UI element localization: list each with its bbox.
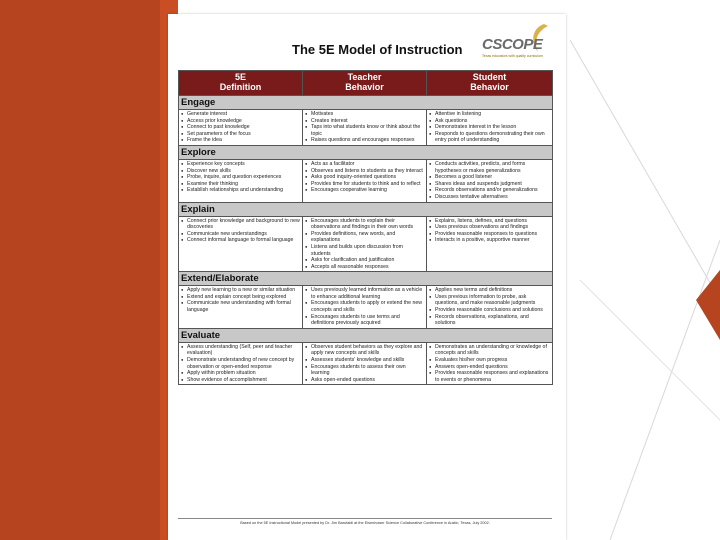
teacher-list — [305, 111, 424, 144]
left-accent-band — [0, 0, 168, 540]
header-definition-text: 5E Definition — [219, 72, 262, 92]
list-item: ● Encourages students to apply or extend the new concepts and skills — [311, 300, 424, 313]
list-item: ● Evaluates his/her own progress — [435, 357, 550, 364]
definition-list — [181, 111, 300, 144]
list-item: ● Show evidence of accomplishment — [187, 377, 300, 384]
list-item: ● Observes and listens to students as they interact — [311, 168, 424, 175]
list-item: ● Encourages students to explain their observations and findings in their own words — [311, 218, 424, 231]
table-body — [179, 96, 553, 385]
list-item: ● Apply new learning to a new or similar situation — [187, 287, 300, 294]
list-item: ● Demonstrate understanding of new concept by observation or open-ended response — [187, 357, 300, 370]
teacher-cell — [303, 216, 427, 272]
list-item: ● Connect informal language to formal language — [187, 237, 300, 244]
teacher-cell — [303, 110, 427, 146]
list-item: ● Assesses students' knowledge and skills — [311, 357, 424, 364]
list-item: ● Raises questions and encourages responses — [311, 137, 424, 144]
phase-content-row — [179, 216, 553, 272]
list-item: ● Connect to past knowledge — [187, 124, 300, 131]
student-list — [429, 287, 550, 327]
list-item: ● Connect prior knowledge and background to new discoveries — [187, 218, 300, 231]
list-item: ● Uses previous information to probe, ask questions, and make reasonable judgments — [435, 294, 550, 307]
list-item: ● Shares ideas and suspends judgment — [435, 181, 550, 188]
teacher-list — [305, 287, 424, 327]
list-item: ● Probe, inquire, and question experiences — [187, 174, 300, 181]
list-item: ● Answers open-ended questions — [435, 364, 550, 371]
student-list — [429, 218, 550, 244]
list-item: ● Provides time for students to think and to reflect — [311, 181, 424, 188]
definition-cell — [179, 286, 303, 329]
list-item: ● Provides reasonable responses to questions — [435, 231, 550, 238]
student-cell — [427, 159, 553, 202]
list-item: ● Extend and explain concept being explored — [187, 294, 300, 301]
list-item: ● Communicate new understanding with formal language — [187, 300, 300, 313]
list-item: ● Becomes a good listener — [435, 174, 550, 181]
phase-row — [179, 202, 553, 216]
header-student-text: Student Behavior — [470, 72, 509, 92]
list-item: ● Demonstrates interest in the lesson — [435, 124, 550, 131]
list-item: ● Frame the idea — [187, 137, 300, 144]
list-item: ● Set parameters of the focus — [187, 131, 300, 138]
list-item: ● Interacts in a positive, supportive manner — [435, 237, 550, 244]
header-student — [427, 71, 553, 96]
definition-cell — [179, 110, 303, 146]
list-item: ● Apply within problem situation — [187, 370, 300, 377]
phase-title: Evaluate — [179, 328, 553, 342]
list-item: ● Conducts activities, predicts, and forms hypotheses or makes generalizations — [435, 161, 550, 174]
definition-list — [181, 218, 300, 244]
list-item: ● Communicate new understandings — [187, 231, 300, 238]
student-cell — [427, 286, 553, 329]
header-teacher-text: Teacher Behavior — [345, 72, 384, 92]
five-e-table — [178, 70, 553, 385]
list-item: ● Asks open-ended questions — [311, 377, 424, 384]
list-item: ● Experience key concepts — [187, 161, 300, 168]
phase-title: Explain — [179, 202, 553, 216]
phase-title: Extend/Elaborate — [179, 272, 553, 286]
list-item: ● Uses previously learned information as a vehicle to enhance additional learning — [311, 287, 424, 300]
list-item: ● Motivates — [311, 111, 424, 118]
phase-title: Explore — [179, 145, 553, 159]
list-item: ● Discover new skills — [187, 168, 300, 175]
student-list — [429, 161, 550, 201]
footer-divider — [178, 518, 552, 519]
definition-cell — [179, 216, 303, 272]
list-item: ● Encourages students to use terms and definitions previously acquired — [311, 314, 424, 327]
teacher-list — [305, 218, 424, 271]
list-item: ● Responds to questions demonstrating their own entry point of understanding — [435, 131, 550, 144]
list-item: ● Provides reasonable conclusions and solutions — [435, 307, 550, 314]
teacher-cell — [303, 286, 427, 329]
phase-content-row — [179, 110, 553, 146]
list-item: ● Asks for clarification and justification — [311, 257, 424, 264]
list-item: ● Encourages cooperative learning — [311, 187, 424, 194]
list-item: ● Asks good inquiry-oriented questions — [311, 174, 424, 181]
header-definition — [179, 71, 303, 96]
list-item: ● Observes student behaviors as they explore and apply new concepts and skills — [311, 344, 424, 357]
list-item: ● Explains, listens, defines, and questions — [435, 218, 550, 225]
definition-list — [181, 344, 300, 384]
list-item: ● Taps into what students know or think about the topic — [311, 124, 424, 137]
phase-row — [179, 96, 553, 110]
list-item: ● Provides definitions, new words, and explanations — [311, 231, 424, 244]
phase-row — [179, 272, 553, 286]
student-list — [429, 344, 550, 384]
list-item: ● Records observations, explanations, and solutions — [435, 314, 550, 327]
list-item: ● Creates interest — [311, 118, 424, 125]
phase-content-row — [179, 342, 553, 385]
phase-title: Engage — [179, 96, 553, 110]
student-cell — [427, 110, 553, 146]
list-item: ● Generate interest — [187, 111, 300, 118]
definition-list — [181, 287, 300, 313]
list-item: ● Accepts all reasonable responses — [311, 264, 424, 271]
cscope-tagline: Texas educators with quality curriculum — [482, 54, 543, 58]
list-item: ● Examine their thinking — [187, 181, 300, 188]
header-teacher — [303, 71, 427, 96]
definition-list — [181, 161, 300, 194]
definition-cell — [179, 342, 303, 385]
teacher-cell — [303, 342, 427, 385]
list-item: ● Encourages students to assess their own learning — [311, 364, 424, 377]
list-item: ● Provides reasonable responses and explanations to events or phenomena — [435, 370, 550, 383]
cscope-logo: CSCOPE — [482, 36, 543, 53]
list-item: ● Uses previous observations and findings — [435, 224, 550, 231]
list-item: ● Attentive in listening — [435, 111, 550, 118]
list-item: ● Access prior knowledge — [187, 118, 300, 125]
definition-cell — [179, 159, 303, 202]
phase-content-row — [179, 286, 553, 329]
list-item: ● Acts as a facilitator — [311, 161, 424, 168]
student-cell — [427, 216, 553, 272]
teacher-list — [305, 344, 424, 384]
teacher-cell — [303, 159, 427, 202]
list-item: ● Listens and builds upon discussion from students — [311, 244, 424, 257]
student-cell — [427, 342, 553, 385]
list-item: ● Demonstrates an understanding or knowledge of concepts and skills — [435, 344, 550, 357]
list-item: ● Applies new terms and definitions — [435, 287, 550, 294]
list-item: ● Discusses tentative alternatives — [435, 194, 550, 201]
phase-row — [179, 145, 553, 159]
document-title: The 5E Model of Instruction — [292, 42, 463, 57]
phase-row — [179, 328, 553, 342]
list-item: ● Ask questions — [435, 118, 550, 125]
student-list — [429, 111, 550, 144]
phase-content-row — [179, 159, 553, 202]
list-item: ● Assess understanding (Self, peer and teacher evaluation) — [187, 344, 300, 357]
teacher-list — [305, 161, 424, 194]
list-item: ● Records observations and/or generalizations — [435, 187, 550, 194]
list-item: ● Establish relationships and understanding — [187, 187, 300, 194]
document-footer: Based on the 5E Instructional Model presented by Dr. Jim Barufaldi at the Eisenhower Science Collaborative Conference in Austin, Texas, July 2002. — [240, 521, 490, 525]
